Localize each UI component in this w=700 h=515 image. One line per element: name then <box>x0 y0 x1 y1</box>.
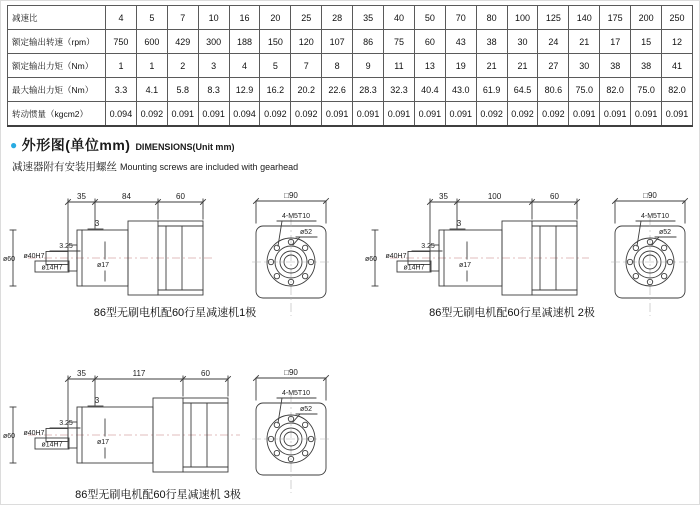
spec-cell: 13 <box>414 54 445 78</box>
spec-cell: 175 <box>600 6 631 30</box>
section-subtitle <box>12 157 298 175</box>
spec-cell: 2 <box>167 54 198 78</box>
spec-cell: 120 <box>291 30 322 54</box>
spec-cell: 30 <box>569 54 600 78</box>
spec-row-2 <box>8 54 693 78</box>
spec-cell: 25 <box>291 6 322 30</box>
label-mount-screws: 4-M5T10 <box>281 390 311 397</box>
spec-cell: 0.092 <box>507 102 538 127</box>
spec-row-3 <box>8 78 693 102</box>
label-bolt-circle: ø52 <box>658 229 672 236</box>
mount-hole <box>302 422 307 427</box>
spec-cell: 8 <box>322 54 353 78</box>
spec-cell: 0.092 <box>136 102 167 127</box>
spec-cell: 0.092 <box>260 102 291 127</box>
spec-cell: 5 <box>260 54 291 78</box>
spec-cell: 12 <box>662 30 693 54</box>
spec-cell: 0.091 <box>569 102 600 127</box>
leader-line <box>637 221 641 246</box>
label-flange-thickness: 3 <box>456 219 462 228</box>
spec-cell: 188 <box>229 30 260 54</box>
label-shaft-dia: ø14H7 <box>41 441 63 449</box>
spec-cell: 22.6 <box>322 78 353 102</box>
spec-cell: 21 <box>569 30 600 54</box>
label-shaft-dia: ø14H7 <box>403 264 425 272</box>
mount-hole <box>633 245 638 250</box>
caption-2stage: 86型无刷电机配60行星减速机 2极 <box>429 307 595 319</box>
spec-cell: 200 <box>631 6 662 30</box>
spec-cell: 82.0 <box>662 78 693 102</box>
mount-hole <box>302 273 307 278</box>
spec-cell: 125 <box>538 6 569 30</box>
spec-row-1 <box>8 30 693 54</box>
side-view-3stage <box>0 363 250 493</box>
face-view-3stage <box>253 365 378 515</box>
mount-hole <box>661 273 666 278</box>
side-view-2stage <box>362 186 612 316</box>
section-title-en: DIMENSIONS(Unit mm) <box>135 142 235 152</box>
dim-rear-label: 60 <box>176 192 185 201</box>
spec-cell: 0.092 <box>476 102 507 127</box>
dim-mid-label: 84 <box>122 192 131 201</box>
spec-cell: 11 <box>384 54 415 78</box>
spec-cell: 41 <box>662 54 693 78</box>
spec-cell: 0.091 <box>600 102 631 127</box>
spec-cell: 43.0 <box>445 78 476 102</box>
spec-cell: 0.091 <box>445 102 476 127</box>
label-square-size: □90 <box>284 368 298 377</box>
spec-cell: 7 <box>167 6 198 30</box>
label-bolt-circle: ø52 <box>299 229 313 236</box>
spec-cell: 8.3 <box>198 78 229 102</box>
label-pilot-dia: ø40H7 <box>385 253 407 260</box>
spec-table <box>7 5 693 127</box>
bullet-icon: ● <box>10 138 18 152</box>
label-flange-thickness: 3 <box>94 219 100 228</box>
spec-cell: 75 <box>384 30 415 54</box>
spec-cell: 4.1 <box>136 78 167 102</box>
leader-line <box>278 398 282 423</box>
label-hub-dia: ø17 <box>96 439 110 446</box>
spec-cell: 80.6 <box>538 78 569 102</box>
dim-rear-label: 60 <box>550 192 559 201</box>
mount-hole <box>661 245 666 250</box>
spec-cell: 35 <box>353 6 384 30</box>
spec-cell: 4 <box>229 54 260 78</box>
spec-cell: 300 <box>198 30 229 54</box>
spec-cell: 75.0 <box>631 78 662 102</box>
spec-cell: 21 <box>507 54 538 78</box>
row-label: 最大输出力矩（Nm） <box>8 78 106 102</box>
spec-cell: 70 <box>445 6 476 30</box>
spec-cell: 20 <box>260 6 291 30</box>
spec-cell: 38 <box>600 54 631 78</box>
row-label: 转动惯量（kgcm2） <box>8 102 106 127</box>
spec-cell: 80 <box>476 6 507 30</box>
spec-cell: 0.091 <box>631 102 662 127</box>
side-view-1stage <box>0 186 250 316</box>
section-subtitle-cn: 减速器附有安装用螺丝 <box>12 161 117 173</box>
spec-row-0 <box>8 6 693 30</box>
label-body-dia: ø60 <box>364 256 378 263</box>
mount-hole <box>302 450 307 455</box>
spec-cell: 3 <box>198 54 229 78</box>
spec-cell: 7 <box>291 54 322 78</box>
spec-cell: 5 <box>136 6 167 30</box>
spec-cell: 0.094 <box>106 102 137 127</box>
spec-cell: 28 <box>322 6 353 30</box>
dim-front-label: 35 <box>77 192 86 201</box>
label-shaft-step: 3.25 <box>421 243 435 250</box>
row-label: 额定输出转速（rpm） <box>8 30 106 54</box>
spec-cell: 150 <box>260 30 291 54</box>
spec-cell: 16 <box>229 6 260 30</box>
spec-cell: 38 <box>631 54 662 78</box>
mount-hole <box>274 450 279 455</box>
spec-cell: 0.091 <box>414 102 445 127</box>
mount-hole <box>633 273 638 278</box>
spec-cell: 24 <box>538 30 569 54</box>
label-square-size: □90 <box>643 191 657 200</box>
spec-cell: 50 <box>414 6 445 30</box>
spec-cell: 250 <box>662 6 693 30</box>
label-body-dia: ø60 <box>2 256 16 263</box>
label-hub-dia: ø17 <box>96 262 110 269</box>
spec-cell: 10 <box>198 6 229 30</box>
spec-cell: 12.9 <box>229 78 260 102</box>
spec-cell: 0.091 <box>198 102 229 127</box>
spec-cell: 5.8 <box>167 78 198 102</box>
spec-cell: 82.0 <box>600 78 631 102</box>
spec-cell: 750 <box>106 30 137 54</box>
label-shaft-step: 3.25 <box>59 243 73 250</box>
dim-front-label: 35 <box>439 192 448 201</box>
spec-cell: 0.092 <box>291 102 322 127</box>
spec-row-4 <box>8 102 693 127</box>
spec-cell: 0.094 <box>229 102 260 127</box>
mount-hole <box>274 273 279 278</box>
dim-rear-label: 60 <box>201 369 210 378</box>
label-shaft-dia: ø14H7 <box>41 264 63 272</box>
spec-cell: 15 <box>631 30 662 54</box>
label-pilot-dia: ø40H7 <box>23 430 45 437</box>
label-shaft-step: 3.25 <box>59 420 73 427</box>
mount-hole <box>302 245 307 250</box>
caption-1stage: 86型无刷电机配60行星减速机1极 <box>93 307 257 319</box>
spec-cell: 19 <box>445 54 476 78</box>
label-mount-screws: 4-M5T10 <box>281 213 311 220</box>
spec-cell: 28.3 <box>353 78 384 102</box>
label-pilot-dia: ø40H7 <box>23 253 45 260</box>
section-subtitle-en: Mounting screws are included with gearhead <box>120 162 299 172</box>
spec-cell: 0.091 <box>662 102 693 127</box>
spec-cell: 0.092 <box>538 102 569 127</box>
spec-cell: 3.3 <box>106 78 137 102</box>
spec-cell: 1 <box>106 54 137 78</box>
spec-cell: 30 <box>507 30 538 54</box>
label-flange-thickness: 3 <box>94 396 100 405</box>
spec-table-body <box>8 6 693 127</box>
spec-cell: 75.0 <box>569 78 600 102</box>
spec-cell: 600 <box>136 30 167 54</box>
spec-cell: 64.5 <box>507 78 538 102</box>
spec-cell: 38 <box>476 30 507 54</box>
spec-cell: 32.3 <box>384 78 415 102</box>
spec-cell: 0.091 <box>167 102 198 127</box>
spec-cell: 60 <box>414 30 445 54</box>
spec-cell: 40 <box>384 6 415 30</box>
label-bolt-circle: ø52 <box>299 406 313 413</box>
leader-line <box>278 221 282 246</box>
face-view-2stage <box>612 188 700 338</box>
spec-cell: 429 <box>167 30 198 54</box>
spec-cell: 43 <box>445 30 476 54</box>
spec-cell: 0.091 <box>384 102 415 127</box>
spec-cell: 4 <box>106 6 137 30</box>
row-label: 额定输出力矩（Nm） <box>8 54 106 78</box>
spec-cell: 140 <box>569 6 600 30</box>
label-body-dia: ø60 <box>2 433 16 440</box>
spec-cell: 100 <box>507 6 538 30</box>
dim-front-label: 35 <box>77 369 86 378</box>
spec-cell: 16.2 <box>260 78 291 102</box>
dim-mid-label: 100 <box>487 192 502 201</box>
spec-cell: 107 <box>322 30 353 54</box>
spec-cell: 9 <box>353 54 384 78</box>
mount-hole <box>274 422 279 427</box>
section-title-cn: 外形图(单位mm) <box>21 137 131 153</box>
label-square-size: □90 <box>284 191 298 200</box>
dim-mid-label: 117 <box>132 369 146 378</box>
spec-cell: 1 <box>136 54 167 78</box>
spec-cell: 0.091 <box>353 102 384 127</box>
section-heading <box>10 135 234 155</box>
caption-3stage: 86型无刷电机配60行星减速机 3极 <box>75 489 241 501</box>
spec-cell: 27 <box>538 54 569 78</box>
mount-hole <box>274 245 279 250</box>
spec-cell: 17 <box>600 30 631 54</box>
spec-cell: 20.2 <box>291 78 322 102</box>
spec-cell: 61.9 <box>476 78 507 102</box>
row-label: 减速比 <box>8 6 106 30</box>
spec-cell: 21 <box>476 54 507 78</box>
spec-cell: 0.091 <box>322 102 353 127</box>
spec-cell: 40.4 <box>414 78 445 102</box>
spec-cell: 86 <box>353 30 384 54</box>
label-hub-dia: ø17 <box>458 262 472 269</box>
label-mount-screws: 4-M5T10 <box>640 213 670 220</box>
